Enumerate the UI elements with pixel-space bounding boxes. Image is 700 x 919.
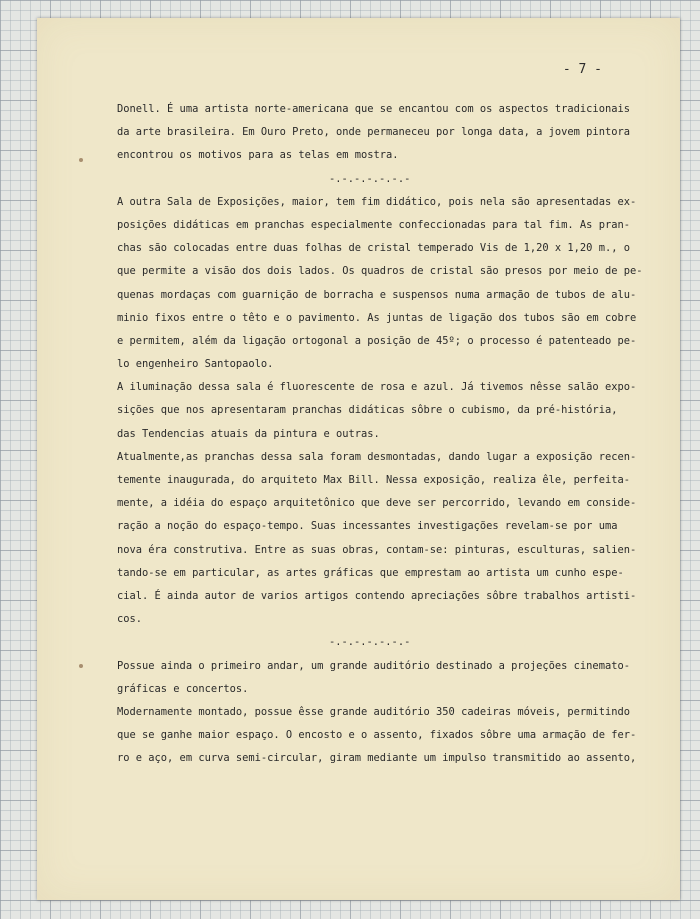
text-line: ro e aço, em curva semi-circular, giram mediante um impulso transmitido ao assento,: [117, 752, 637, 765]
section-separator: -.-.-.-.-.-.-: [329, 172, 411, 185]
text-line: A iluminação dessa sala é fluorescente de rosa e azul. Já tivemos nêsse salão expo-: [117, 381, 637, 394]
text-line: minio fixos entre o têto e o pavimento. As juntas de ligação dos tubos são em cobre: [117, 311, 637, 324]
punch-hole-mark: [79, 158, 83, 162]
text-line: da arte brasileira. Em Ouro Preto, onde permaneceu por longa data, a jovem pintora: [117, 126, 630, 139]
text-line: que se ganhe maior espaço. O encosto e o assento, fixados sôbre uma armação de fer-: [117, 729, 637, 742]
text-line: Modernamente montado, possue êsse grande auditório 350 cadeiras móveis, permitindo: [117, 705, 630, 718]
section-separator: -.-.-.-.-.-.-: [329, 636, 411, 649]
text-line: nova éra construtiva. Entre as suas obras, contam-se: pinturas, esculturas, salien-: [117, 543, 637, 556]
text-line: mente, a idéia do espaço arquitetônico que deve ser percorrido, levando em conside-: [117, 497, 637, 510]
text-line: que permite a visão dos dois lados. Os quadros de cristal são presos por meio de pe-: [117, 265, 643, 278]
text-line: cial. É ainda autor de varios artigos contendo apreciações sôbre trabalhos artisti-: [117, 589, 637, 602]
typed-text-body: [117, 98, 675, 770]
page-number: - 7 -: [562, 62, 602, 77]
text-line: encontrou os motivos para as telas em mostra.: [117, 149, 399, 162]
text-line: cos.: [117, 613, 143, 626]
document-page: [37, 18, 680, 900]
punch-hole-mark: [79, 664, 83, 668]
text-line: tando-se em particular, as artes gráficas que emprestam ao artista um cunho espe-: [117, 566, 624, 579]
text-line: posições didáticas em pranchas especialmente confeccionadas para tal fim. As pran-: [117, 218, 630, 231]
text-line: lo engenheiro Santopaolo.: [117, 358, 274, 371]
text-line: Atualmente,as pranchas dessa sala foram desmontadas, dando lugar a exposição recen-: [117, 450, 637, 463]
text-line: temente inaugurada, do arquiteto Max Bill. Nessa exposição, realiza êle, perfeita-: [117, 474, 630, 486]
text-line: das Tendencias atuais da pintura e outras.: [117, 427, 380, 440]
text-line: e permitem, além da ligação ortogonal a posição de 45º; o processo é patenteado pe-: [117, 334, 637, 347]
text-line: chas são colocadas entre duas folhas de cristal temperado Vis de 1,20 x 1,20 m., o: [117, 242, 630, 255]
text-line: Donell. É uma artista norte-americana que se encantou com os aspectos tradicionais: [117, 103, 630, 115]
text-line: sições que nos apresentaram pranchas didáticas sôbre o cubismo, da pré-história,: [117, 404, 618, 417]
text-line: A outra Sala de Exposições, maior, tem fim didático, pois nela são apresentadas ex-: [117, 195, 637, 208]
text-line: quenas mordaças com guarnição de borracha e suspensos numa armação de tubos de alu-: [117, 288, 637, 301]
text-line: Possue ainda o primeiro andar, um grande auditório destinado a projeções cinemato-: [117, 659, 630, 672]
text-line: ração a noção do espaço-tempo. Suas incessantes investigações revelam-se por uma: [117, 520, 618, 533]
text-line: gráficas e concertos.: [117, 682, 249, 695]
